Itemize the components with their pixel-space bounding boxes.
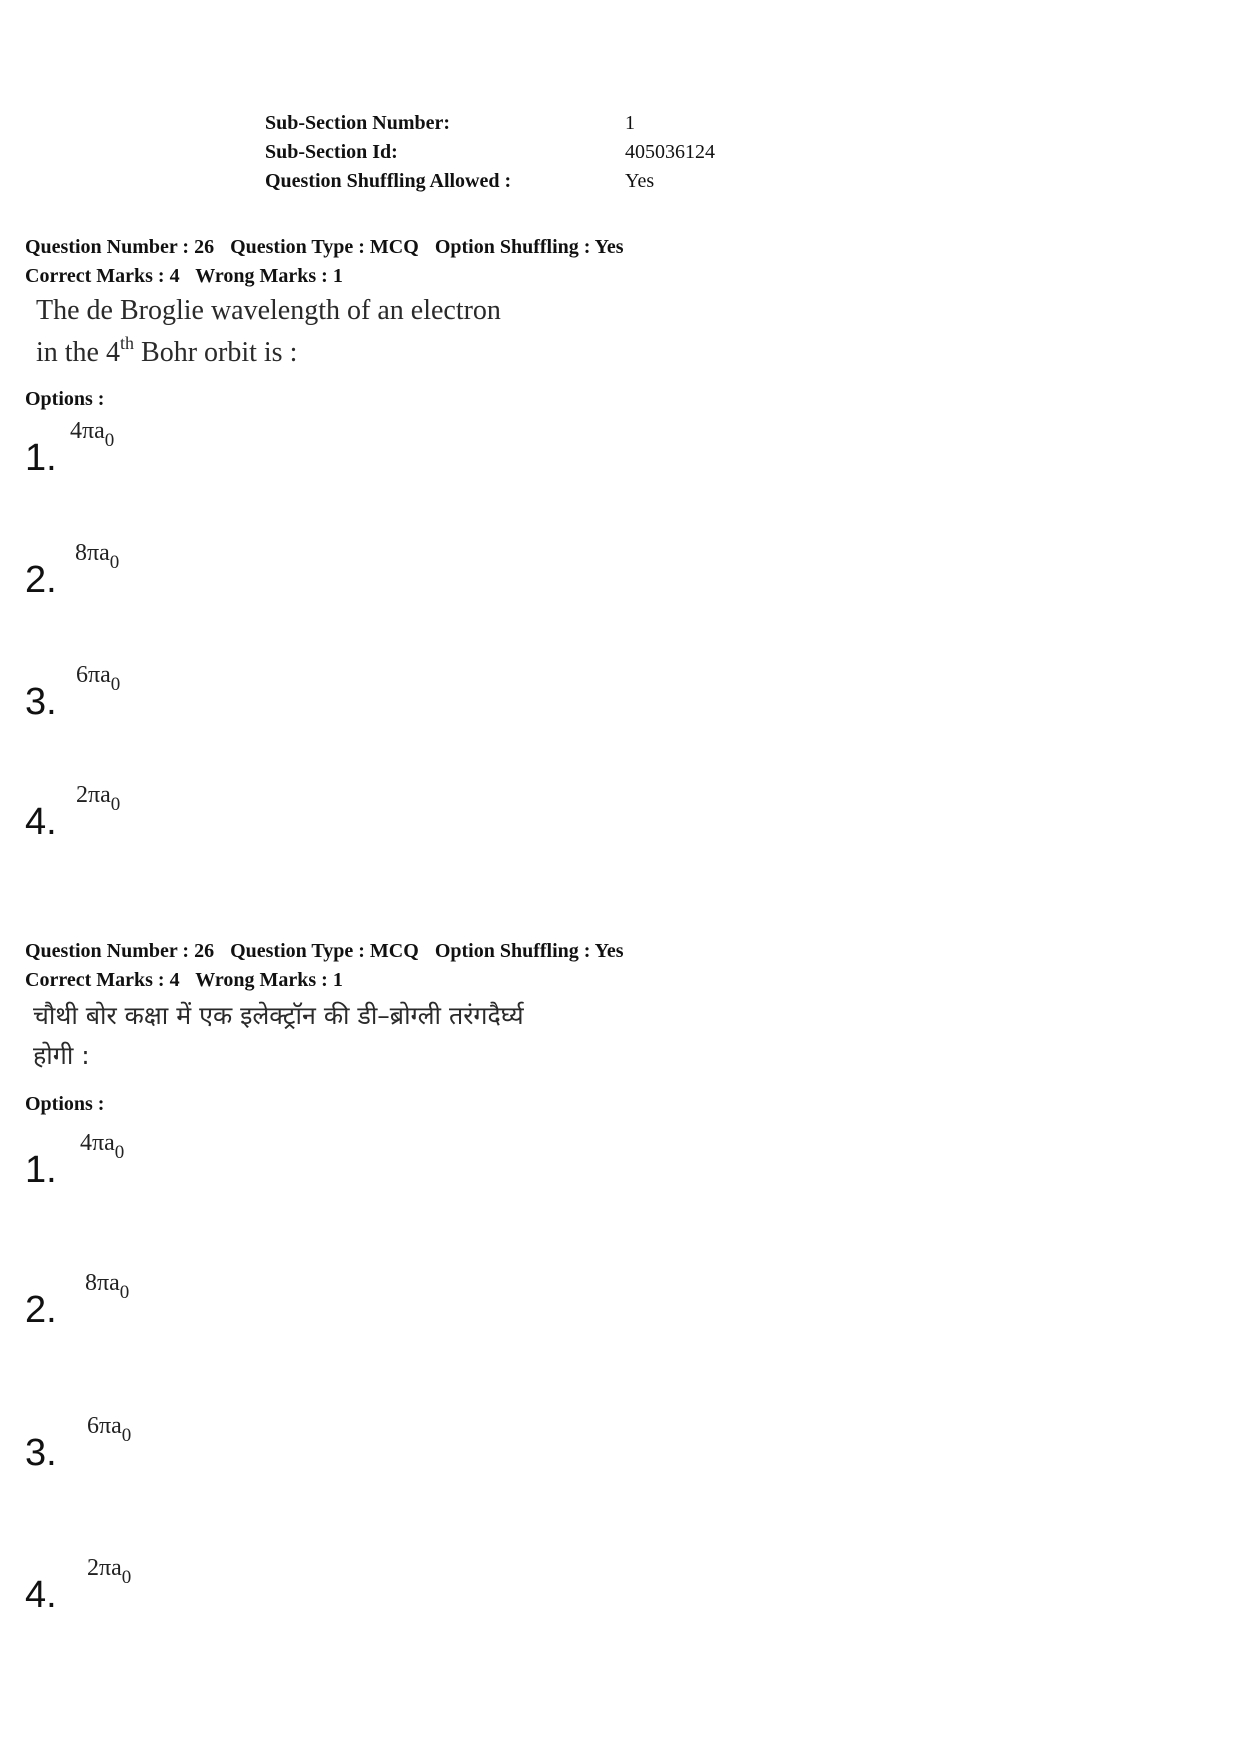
option-2[interactable] [25, 1270, 425, 1330]
option-expression: $6\pi a_0$ [76, 662, 121, 695]
option-4[interactable] [25, 1555, 425, 1615]
option-expression: $8\pi a_0$ [85, 1270, 130, 1303]
option-expression: $4\pi a_0$ [70, 418, 115, 451]
question-number: Question Number : 26 [25, 236, 215, 258]
option-number: 3. [25, 1432, 57, 1474]
option-1[interactable] [25, 418, 425, 478]
subsection-number-value: 1 [625, 112, 635, 134]
question-text-line-2: in the 4th Bohr orbit is : [36, 333, 298, 368]
correct-marks: Correct Marks : 4 [25, 265, 180, 287]
option-shuffling: Option Shuffling : Yes [434, 940, 624, 962]
option-number: 1. [25, 437, 57, 479]
wrong-marks: Wrong Marks : 1 [195, 265, 343, 287]
option-2[interactable] [25, 540, 425, 600]
correct-marks: Correct Marks : 4 [25, 969, 180, 991]
option-shuffling: Option Shuffling : Yes [434, 236, 624, 258]
option-number: 2. [25, 559, 57, 601]
option-expression: $2\pi a_0$ [87, 1555, 132, 1588]
subsection-id-value: 405036124 [625, 141, 715, 163]
ordinal-superscript: th [120, 333, 135, 353]
subsection-id-label: Sub-Section Id: [265, 141, 398, 163]
options-label: Options : [25, 388, 105, 410]
question-text [36, 290, 501, 374]
option-number: 1. [25, 1149, 57, 1191]
question-text-line-1: चौथी बोर कक्षा में एक इलेक्ट्रॉन की डी–ब्रोग्ली तरंगदैर्घ्य [33, 1001, 524, 1030]
wrong-marks: Wrong Marks : 1 [195, 969, 343, 991]
question-shuffling-label: Question Shuffling Allowed : [265, 170, 512, 192]
question-type: Question Type : MCQ [230, 940, 419, 962]
option-number: 2. [25, 1289, 57, 1331]
question-meta-line-2 [25, 262, 635, 291]
question-type: Question Type : MCQ [230, 236, 419, 258]
question-number: Question Number : 26 [25, 940, 215, 962]
question-meta-line-1 [25, 937, 635, 966]
question-text-line-2: होगी : [33, 1041, 90, 1070]
option-expression: $2\pi a_0$ [76, 782, 121, 815]
question-header [25, 233, 635, 291]
options-label: Options : [25, 1093, 105, 1115]
option-1[interactable] [25, 1130, 425, 1190]
question-header [25, 937, 635, 995]
question-shuffling-value: Yes [625, 170, 655, 192]
subsection-number-label: Sub-Section Number: [265, 112, 451, 134]
option-expression: $4\pi a_0$ [80, 1130, 125, 1163]
question-meta-line-2 [25, 966, 635, 995]
option-number: 3. [25, 681, 57, 723]
question-text-line-1: The de Broglie wavelength of an electron [36, 295, 501, 326]
question-meta-line-1 [25, 233, 635, 262]
option-3[interactable] [25, 1413, 425, 1473]
option-expression: $6\pi a_0$ [87, 1413, 132, 1446]
option-number: 4. [25, 1574, 57, 1616]
question-text [33, 996, 524, 1076]
option-3[interactable] [25, 662, 425, 722]
option-4[interactable] [25, 782, 425, 842]
option-number: 4. [25, 801, 57, 843]
option-expression: $8\pi a_0$ [75, 540, 120, 573]
